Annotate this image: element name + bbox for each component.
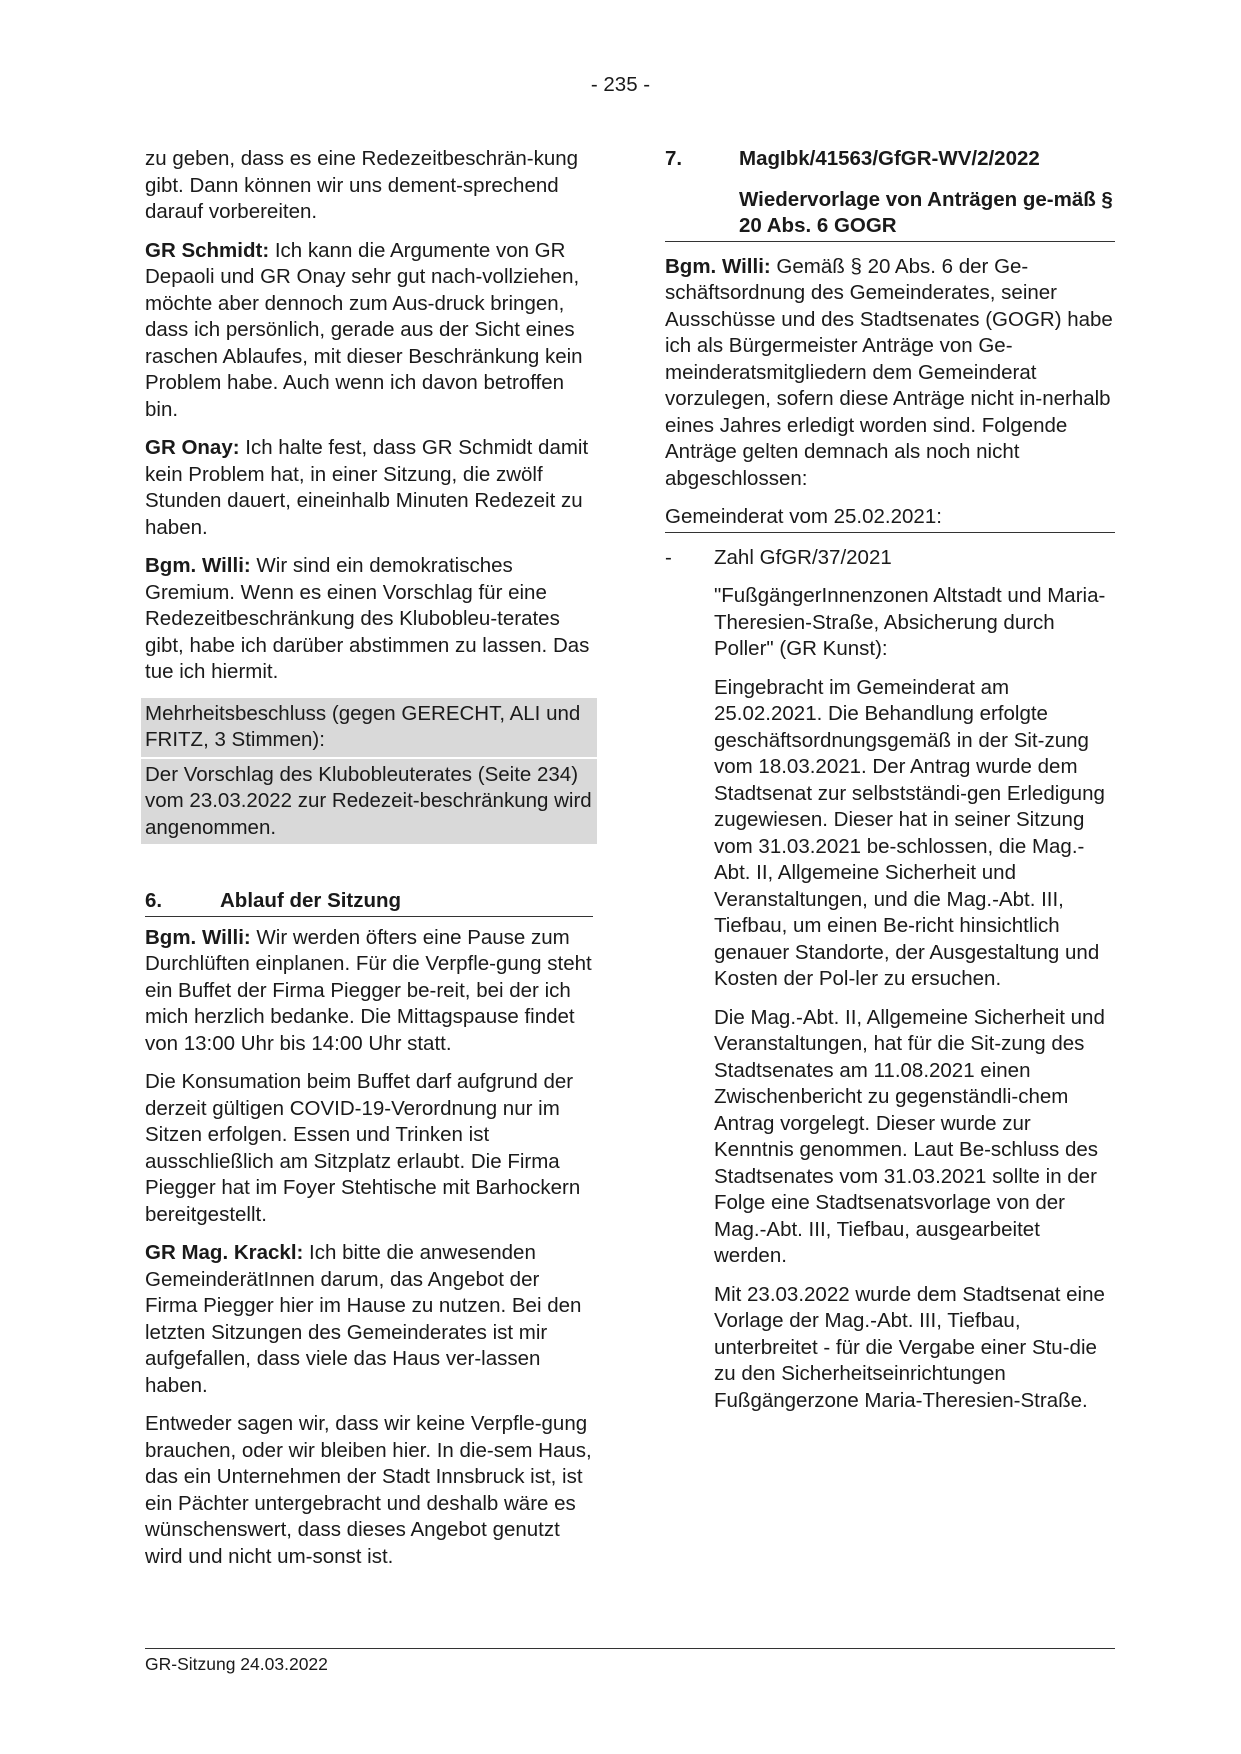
paragraph: Mit 23.03.2022 wurde dem Stadtsenat eine Vorlage der Mag.-Abt. III, Tiefbau, unterbreitet - für die Vergabe einer Stu-die zu den Sicherheitseinrichtungen Fußgängerzone Maria-Theresien-Straße. [714,1282,1105,1412]
section-title: Wiedervorlage von Anträgen ge-mäß § 20 Abs. 6 GOGR [739,187,1113,237]
section-number: 7. [665,147,683,170]
speaker-name: GR Onay: [145,436,240,459]
paragraph: Entweder sagen wir, dass wir keine Verpfle-gung brauchen, oder wir bleiben hier. In die-sem Haus, das ein Unternehmen der Stadt Innsbruck ist, ist ein Pächter untergebracht und deshalb wäre es wünschenswert, dass dieses Angebot genutzt wird und nicht um-sonst ist. [145,1412,592,1568]
speaker-name: Bgm. Willi: [665,254,771,278]
item-title: "FußgängerInnenzonen Altstadt und Maria-Theresien-Straße, Absicherung durch Poller" (GR Kunst): [714,584,1106,660]
paragraph: Die Mag.-Abt. II, Allgemeine Sicherheit und Veranstaltungen, hat für die Sit-zung des Stadtsenates am 11.08.2021 einen Zwischenbericht zu gegenständli-chem Antrag vorgelegt. Dieser wurde zur Kenntnis genommen. Laut Be-schluss des Stadtsenates vom 31.03.2021 sollte in der Folge eine Stadtsenatsvorlage von der Mag.-Abt. III, Tiefbau, ausgearbeitet werden. [714,1005,1105,1267]
decision-text: Der Vorschlag des Klubobleuterates (Seite 234) vom 23.03.2022 zur Redezeit-beschränkung wird angenommen. [141,759,597,845]
item-number: Zahl GfGR/37/2021 [714,545,892,569]
footer-text: GR-Sitzung 24.03.2022 [145,1654,328,1674]
bullet-dash: - [665,545,672,569]
section-6-heading [145,888,593,917]
left-column [145,146,593,1582]
paragraph: GR Onay: Ich halte fest, dass GR Schmidt damit kein Problem hat, in einer Sitzung, die zwölf Stunden dauert, eineinhalb Minuten Redezeit zu haben. [145,436,589,539]
section-7-heading [665,146,1115,242]
speaker-name: Bgm. Willi: [145,925,251,949]
paragraph: Eingebracht im Gemeinderat am 25.02.2021. Die Behandlung erfolgte geschäftsordnungsgemäß in der Sit-zung vom 18.03.2021. Der Antrag wurde dem Stadtsenat zur selbstständi-gen Erledigung zugewiesen. Dieser hat in seiner Sitzung vom 31.03.2021 be-schlossen, die Mag.-Abt. II, Allgemeine Sicherheit und Veranstaltungen, und die Mag.-Abt. III, Tiefbau, um einen Be-richt hinsichtlich genauer Standorte, der Ausgestaltung und Kosten der Pol-ler zu ersuchen. [714,675,1105,990]
meeting-date: Gemeinderat vom 25.02.2021: [665,504,1115,533]
decision-label: Mehrheitsbeschluss (gegen GERECHT, ALI und FRITZ, 3 Stimmen): [141,698,597,757]
paragraph: GR Schmidt: Ich kann die Argumente von GR Depaoli und GR Onay sehr gut nach-vollziehen, möchte aber dennoch zum Aus-druck bringen, dass ich persönlich, gerade aus der Sicht eines raschen Ablaufes, mit dieser Beschränkung kein Problem habe. Auch wenn ich davon betroffen bin. [145,238,583,421]
paragraph: Bgm. Willi: Gemäß § 20 Abs. 6 der Ge-schäftsordnung des Gemeinderates, seiner Ausschüsse und des Stadtsenates (GOGR) habe ich als Bürgermeister Anträge von Ge-meinderatsmitgliedern dem Gemeinderat vorzulegen, sofern diese Anträge nicht in-nerhalb eines Jahres erledigt worden sind. Folgende Anträge gelten demnach als noch nicht abgeschlossen: [665,254,1113,490]
speaker-name: Bgm. Willi: [145,554,251,577]
speaker-name: GR Schmidt: [145,238,270,262]
paragraph: Bgm. Willi: Wir werden öfters eine Pause zum Durchlüften einplanen. Für die Verpfle-gung steht ein Buffet der Firma Piegger be-reit, bei der ich mich herzlich bedanke. Die Mittagspause findet von 13:00 Uhr bis 14:00 Uhr statt. [145,925,592,1055]
paragraph: Bgm. Willi: Wir sind ein demokratisches Gremium. Wenn es einen Vorschlag für eine Redezeitbeschränkung des Klubobleu-terates gibt, habe ich darüber abstimmen zu lassen. Das tue ich hiermit. [145,554,590,683]
speaker-name: GR Mag. Krackl: [145,1241,304,1264]
page-number: - 235 - [590,73,651,96]
list-item [665,545,1115,572]
paragraph: GR Mag. Krackl: Ich bitte die anwesenden GemeinderätInnen darum, das Angebot der Firma Piegger hier im Hause zu nutzen. Bei den letzten Sitzungen des Gemeinderates ist mir aufgefallen, dass viele das Haus ver-lassen haben. [145,1241,582,1397]
right-column [665,146,1115,1426]
paragraph: zu geben, dass es eine Redezeitbeschrän-kung gibt. Dann können wir uns dement-sprechend darauf vorbereiten. [145,147,579,223]
section-title: Ablauf der Sitzung [220,889,402,912]
footer-divider [145,1648,1115,1649]
section-number: 6. [145,889,163,912]
section-code: MagIbk/41563/GfGR-WV/2/2022 [739,147,1040,170]
paragraph: Die Konsumation beim Buffet darf aufgrund der derzeit gültigen COVID-19-Verordnung nur im Sitzen erfolgen. Essen und Trinken ist ausschließlich am Sitzplatz erlaubt. Die Firma Piegger hat im Foyer Stehtische mit Barhockern bereitgestellt. [145,1070,581,1226]
